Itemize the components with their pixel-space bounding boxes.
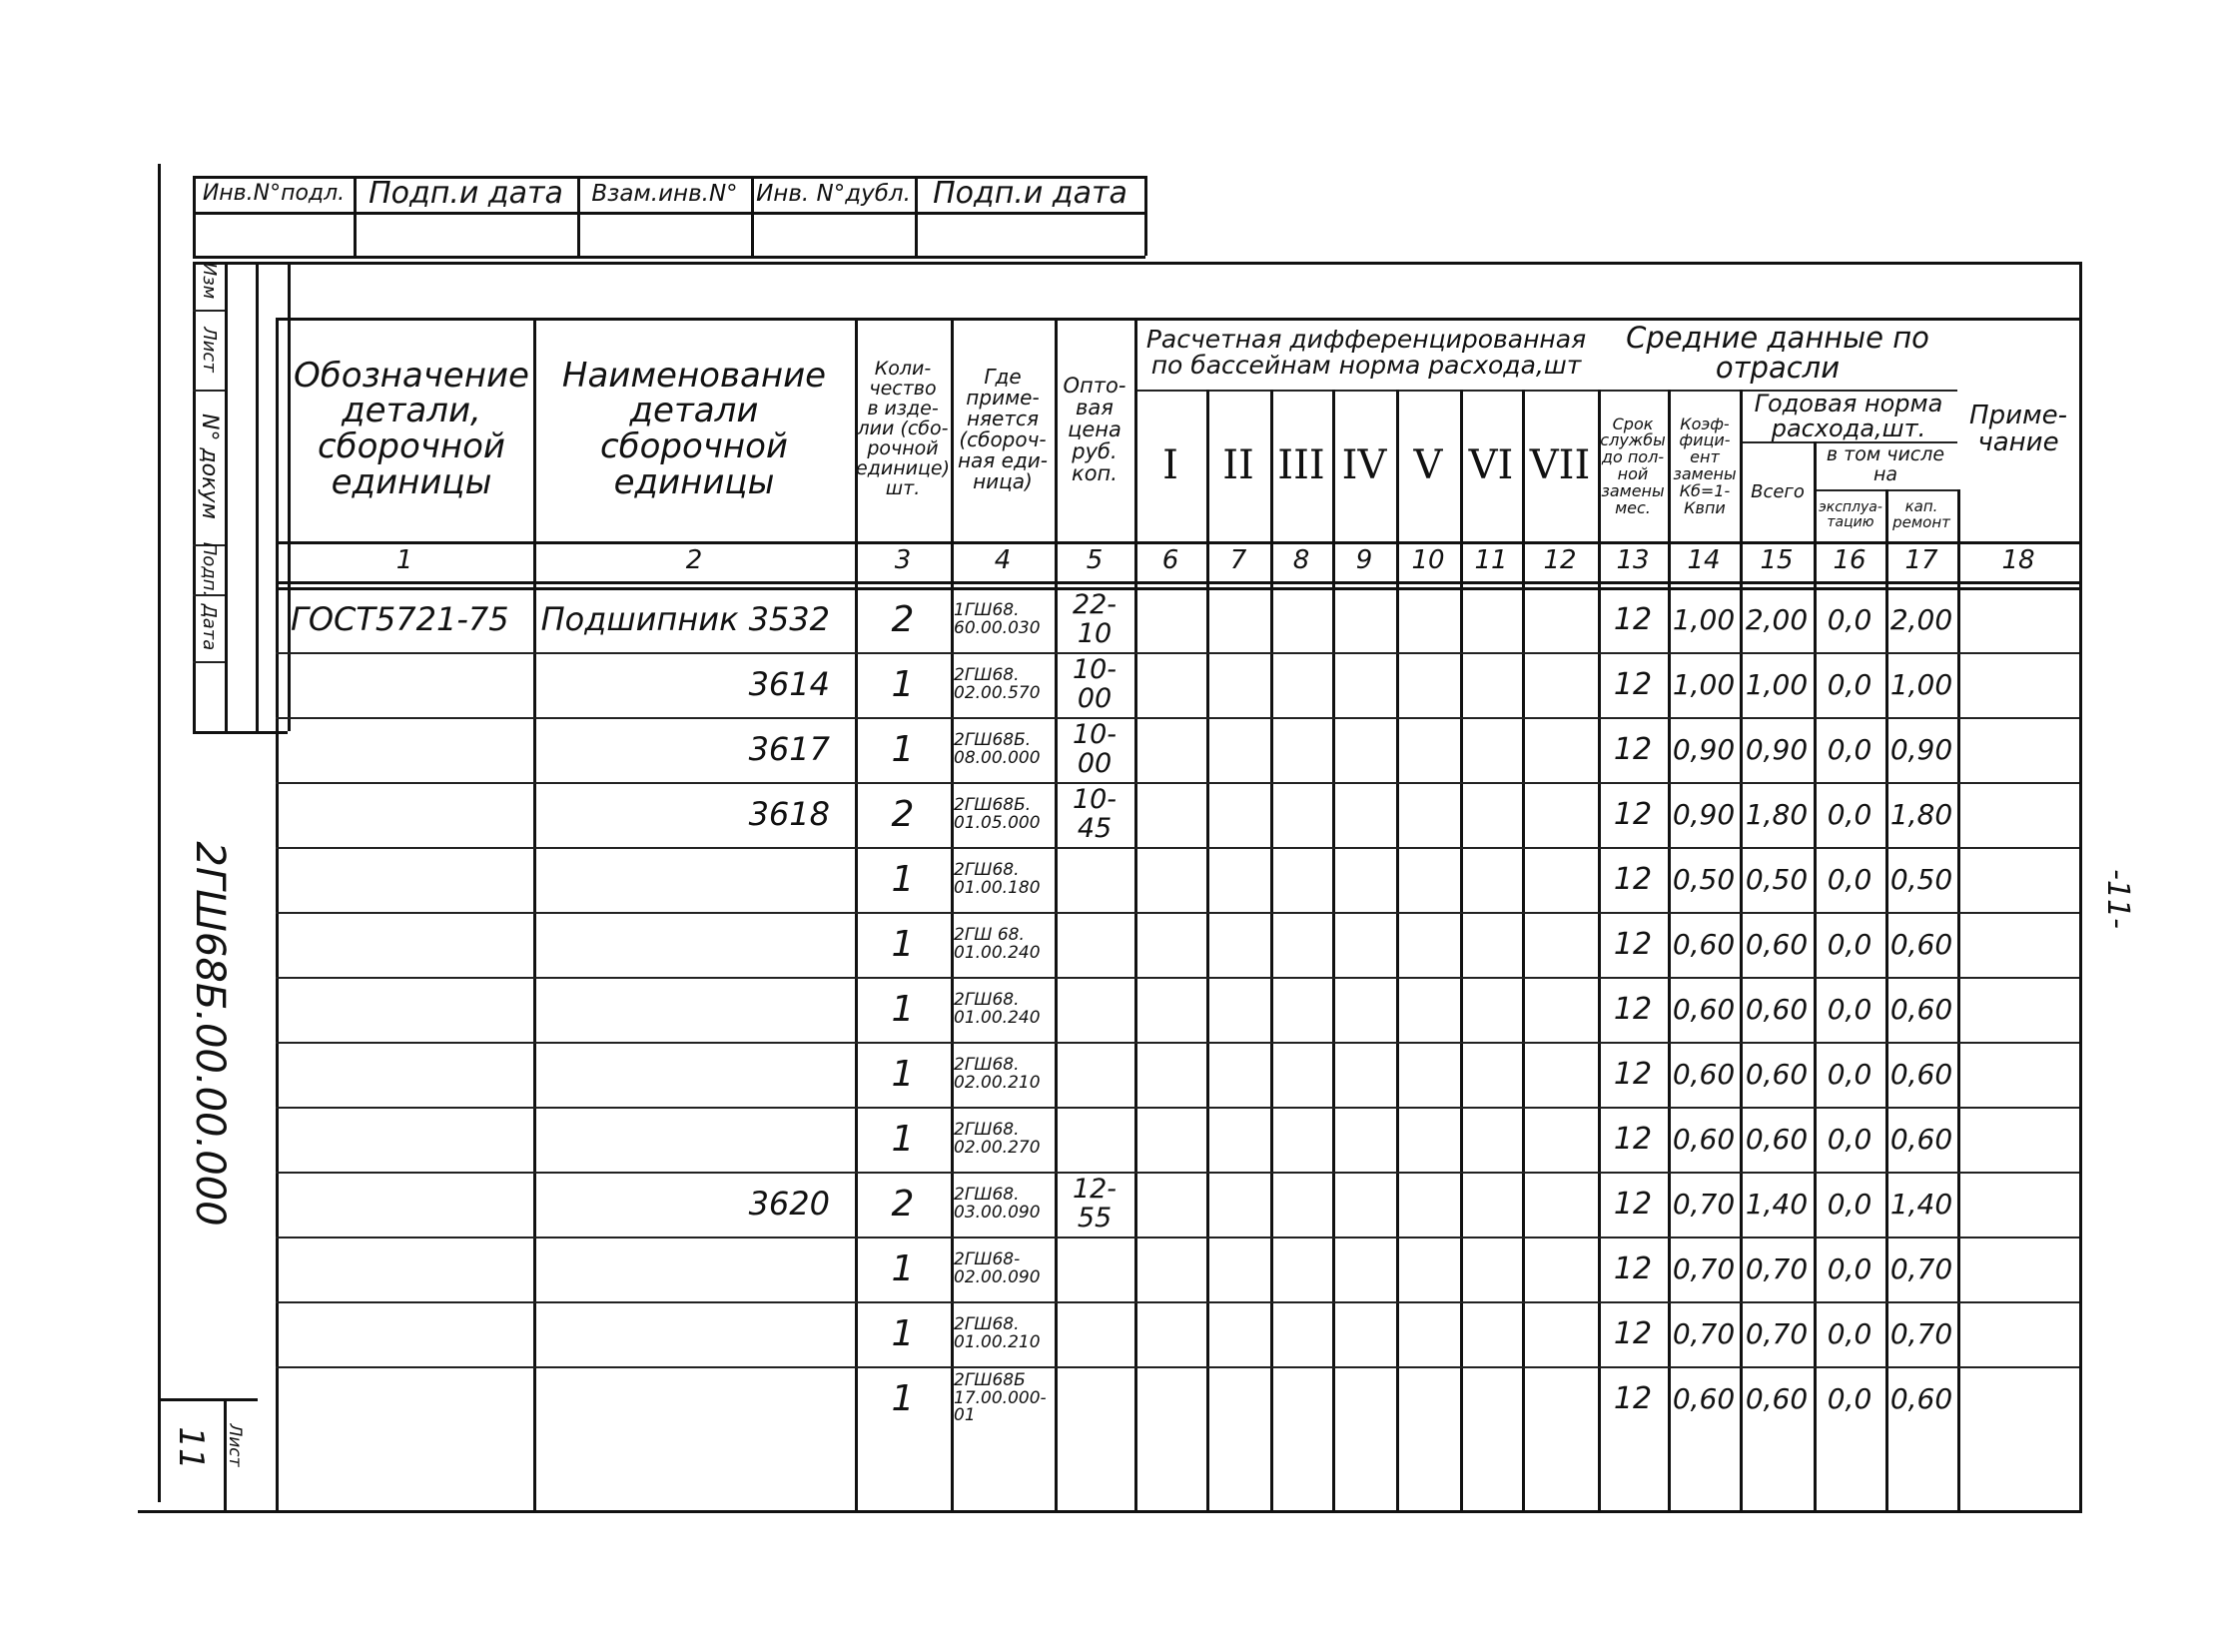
subheader-line bbox=[1740, 441, 1957, 443]
where-used-cell: 2ГШ68- 02.00.090 bbox=[954, 1248, 1041, 1287]
operation-cell: 0,0 bbox=[1827, 1381, 1872, 1415]
row-line bbox=[276, 847, 2079, 849]
row-line bbox=[276, 977, 2079, 979]
margin-label-izm: Изм bbox=[199, 262, 221, 300]
where-used-cell: 2ГШ68Б. 01.05.000 bbox=[954, 794, 1041, 833]
service-life-cell: 12 bbox=[1613, 1315, 1653, 1351]
price-cell bbox=[1058, 1110, 1131, 1169]
designation-cell bbox=[279, 980, 530, 1039]
coefficient-cell: 0,60 bbox=[1672, 992, 1736, 1026]
name-cell: 3614 bbox=[748, 664, 830, 703]
name-cell bbox=[536, 1110, 852, 1169]
column-number: 1 bbox=[395, 545, 413, 576]
price-cell: 22-10 bbox=[1072, 589, 1118, 649]
repair-cell: 0,90 bbox=[1889, 732, 1953, 766]
coefficient-cell: 0,70 bbox=[1672, 1187, 1736, 1221]
basin-label: I bbox=[1162, 442, 1178, 488]
margin-label-date: Дата bbox=[199, 603, 221, 651]
where-used-cell: 2ГШ68Б. 08.00.000 bbox=[954, 729, 1041, 768]
header-annual-norm: Годовая норма расхода,шт. bbox=[1754, 389, 1943, 442]
coefficient-cell: 0,60 bbox=[1672, 1122, 1736, 1156]
service-life-cell: 12 bbox=[1613, 926, 1653, 962]
name-cell bbox=[536, 980, 852, 1039]
header-operation: эксплуа- тацию bbox=[1819, 499, 1882, 530]
service-life-cell: 12 bbox=[1613, 1186, 1653, 1222]
coefficient-cell: 0,60 bbox=[1672, 1057, 1736, 1091]
service-life-cell: 12 bbox=[1613, 1121, 1653, 1157]
operation-cell: 0,0 bbox=[1827, 1122, 1872, 1156]
price-cell: 10-00 bbox=[1072, 654, 1118, 714]
column-number: 3 bbox=[894, 545, 912, 576]
column-number: 9 bbox=[1355, 545, 1373, 576]
repair-cell: 1,40 bbox=[1889, 1187, 1953, 1221]
row-line bbox=[276, 1042, 2079, 1044]
quantity-cell: 1 bbox=[891, 1377, 915, 1419]
price-cell bbox=[1058, 1369, 1131, 1428]
name-cell: 3618 bbox=[748, 794, 830, 833]
quantity-cell: 2 bbox=[891, 793, 915, 835]
column-number: 13 bbox=[1616, 545, 1650, 576]
total-cell: 0,60 bbox=[1745, 1122, 1809, 1156]
column-line bbox=[2079, 318, 2082, 1510]
header-price: Опто- вая цена руб. коп. bbox=[1063, 373, 1126, 486]
operation-cell: 0,0 bbox=[1827, 732, 1872, 766]
header-where-used: Где приме- няется (сбороч- ная еди- ница) bbox=[957, 365, 1049, 493]
designation-cell bbox=[279, 915, 530, 974]
where-used-cell: 2ГШ68. 02.00.210 bbox=[954, 1054, 1041, 1093]
repair-cell: 1,80 bbox=[1889, 797, 1953, 831]
service-life-cell: 12 bbox=[1613, 796, 1653, 832]
basin-label: VII bbox=[1529, 442, 1591, 488]
service-life-cell: 12 bbox=[1613, 861, 1653, 897]
column-number: 18 bbox=[2001, 545, 2035, 576]
coefficient-cell: 0,90 bbox=[1672, 732, 1736, 766]
coefficient-cell: 0,60 bbox=[1672, 1381, 1736, 1415]
repair-cell: 0,70 bbox=[1889, 1251, 1953, 1285]
total-cell: 0,60 bbox=[1745, 1381, 1809, 1415]
column-number: 14 bbox=[1687, 545, 1721, 576]
total-cell: 0,90 bbox=[1745, 732, 1809, 766]
margin-divider bbox=[193, 390, 225, 392]
repair-cell: 0,60 bbox=[1889, 1381, 1953, 1415]
designation-cell: ГОСТ5721-75 bbox=[291, 599, 509, 638]
total-cell: 2,00 bbox=[1745, 602, 1809, 636]
operation-cell: 0,0 bbox=[1827, 667, 1872, 701]
margin-label-sign: Подп. bbox=[199, 541, 221, 597]
operation-cell: 0,0 bbox=[1827, 1187, 1872, 1221]
operation-cell: 0,0 bbox=[1827, 602, 1872, 636]
header-replacement-coef: Коэф- фици- ент замены Кб=1- Квпи bbox=[1673, 413, 1737, 517]
header-notes: Приме- чание bbox=[1969, 400, 2067, 457]
price-cell: 10-00 bbox=[1072, 719, 1118, 779]
row-line bbox=[276, 912, 2079, 914]
stamp-bottom-border bbox=[193, 256, 1145, 259]
header-bottom-line bbox=[276, 541, 2079, 544]
service-life-cell: 12 bbox=[1613, 666, 1653, 702]
column-number: 6 bbox=[1161, 545, 1179, 576]
header-service-life: Срок службы до пол- ной замены мес. bbox=[1600, 413, 1666, 517]
quantity-cell: 2 bbox=[891, 1183, 915, 1225]
total-cell: 0,70 bbox=[1745, 1251, 1809, 1285]
quantity-cell: 1 bbox=[891, 923, 915, 965]
repair-cell: 0,60 bbox=[1889, 992, 1953, 1026]
row-line bbox=[276, 717, 2079, 719]
operation-cell: 0,0 bbox=[1827, 992, 1872, 1026]
operation-cell: 0,0 bbox=[1827, 797, 1872, 831]
service-life-cell: 12 bbox=[1613, 601, 1653, 637]
row-line bbox=[276, 782, 2079, 784]
designation-cell bbox=[279, 850, 530, 909]
designation-cell bbox=[279, 1369, 530, 1428]
header-total: Всего bbox=[1751, 480, 1805, 502]
service-life-cell: 12 bbox=[1613, 731, 1653, 767]
row-line bbox=[276, 1366, 2079, 1368]
quantity-cell: 2 bbox=[891, 598, 915, 640]
column-number: 12 bbox=[1543, 545, 1577, 576]
name-cell bbox=[536, 1239, 852, 1298]
total-cell: 1,40 bbox=[1745, 1187, 1809, 1221]
total-cell: 0,60 bbox=[1745, 1057, 1809, 1091]
header-name: Наименование детали сборочной единицы bbox=[561, 355, 827, 502]
subheader-line bbox=[1134, 390, 1957, 392]
operation-cell: 0,0 bbox=[1827, 927, 1872, 961]
coefficient-cell: 0,50 bbox=[1672, 862, 1736, 896]
column-number: 16 bbox=[1833, 545, 1867, 576]
column-number: 15 bbox=[1760, 545, 1794, 576]
price-cell bbox=[1058, 980, 1131, 1039]
designation-cell bbox=[279, 1239, 530, 1298]
operation-cell: 0,0 bbox=[1827, 1251, 1872, 1285]
basin-label: V bbox=[1413, 442, 1443, 488]
quantity-cell: 1 bbox=[891, 1118, 915, 1160]
column-number: 17 bbox=[1904, 545, 1938, 576]
repair-cell: 0,60 bbox=[1889, 1057, 1953, 1091]
total-cell: 0,70 bbox=[1745, 1316, 1809, 1350]
service-life-cell: 12 bbox=[1613, 1380, 1653, 1416]
where-used-cell: 1ГШ68. 60.00.030 bbox=[954, 599, 1041, 638]
header-quantity: Коли- чество в изде- лии (сбо- рочной единице) шт. bbox=[856, 358, 950, 499]
where-used-cell: 2ГШ68. 02.00.270 bbox=[954, 1119, 1041, 1158]
basin-label: VI bbox=[1468, 442, 1514, 488]
where-used-cell: 2ГШ68. 01.00.180 bbox=[954, 859, 1041, 898]
total-cell: 1,00 bbox=[1745, 667, 1809, 701]
quantity-cell: 1 bbox=[891, 1053, 915, 1095]
frame-left-line bbox=[158, 164, 161, 1502]
price-cell bbox=[1058, 1045, 1131, 1104]
numbers-bottom-line bbox=[276, 581, 2079, 584]
designation-cell bbox=[279, 1175, 530, 1234]
stamp-label-inv-dup: Инв. N°дубл. bbox=[756, 180, 911, 207]
coefficient-cell: 0,90 bbox=[1672, 797, 1736, 831]
coefficient-cell: 0,70 bbox=[1672, 1251, 1736, 1285]
service-life-cell: 12 bbox=[1613, 1250, 1653, 1286]
header-capital-repair: кап. ремонт bbox=[1892, 497, 1950, 531]
name-cell bbox=[536, 1045, 852, 1104]
designation-cell bbox=[279, 785, 530, 844]
service-life-cell: 12 bbox=[1613, 1056, 1653, 1092]
document-code: 2ГШ68Б.00.00.000 bbox=[187, 841, 233, 1227]
row-line bbox=[276, 1172, 2079, 1174]
repair-cell: 2,00 bbox=[1889, 602, 1953, 636]
stamp-mid-border bbox=[193, 212, 1145, 215]
price-cell: 12-55 bbox=[1072, 1174, 1118, 1234]
row-line bbox=[276, 1107, 2079, 1109]
margin-line bbox=[256, 262, 259, 731]
column-line bbox=[1332, 390, 1335, 1510]
total-cell: 0,50 bbox=[1745, 862, 1809, 896]
total-cell: 1,80 bbox=[1745, 797, 1809, 831]
margin-line bbox=[225, 262, 228, 731]
price-cell bbox=[1058, 1304, 1131, 1363]
column-line bbox=[1522, 390, 1525, 1510]
header-designation: Обозначение детали, сборочной единицы bbox=[294, 355, 529, 502]
repair-cell: 1,00 bbox=[1889, 667, 1953, 701]
stamp-label-sign-date-2: Подп.и дата bbox=[933, 176, 1127, 212]
name-cell: 3620 bbox=[748, 1184, 830, 1223]
price-cell: 10-45 bbox=[1072, 784, 1118, 844]
where-used-cell: 2ГШ68Б 17.00.000-01 bbox=[954, 1369, 1047, 1426]
margin-label-list: Лист bbox=[199, 327, 221, 373]
column-number: 10 bbox=[1411, 545, 1445, 576]
quantity-cell: 1 bbox=[891, 1312, 915, 1354]
stamp-divider bbox=[1144, 176, 1147, 256]
column-number: 2 bbox=[685, 545, 703, 576]
stamp-label-replace-inv: Взам.инв.N° bbox=[591, 180, 738, 207]
frame-bottom-line bbox=[138, 1510, 2082, 1513]
repair-cell: 0,60 bbox=[1889, 1122, 1953, 1156]
designation-cell bbox=[279, 1045, 530, 1104]
row-line bbox=[276, 652, 2079, 654]
total-cell: 0,60 bbox=[1745, 992, 1809, 1026]
header-including: в том числе на bbox=[1826, 443, 1945, 485]
quantity-cell: 1 bbox=[891, 988, 915, 1030]
column-line bbox=[1270, 390, 1273, 1510]
price-cell bbox=[1058, 850, 1131, 909]
sheet-number: 11 bbox=[170, 1426, 211, 1470]
frame-top-line bbox=[193, 262, 2082, 265]
operation-cell: 0,0 bbox=[1827, 862, 1872, 896]
name-cell bbox=[536, 915, 852, 974]
where-used-cell: 2ГШ68. 01.00.210 bbox=[954, 1313, 1041, 1352]
quantity-cell: 1 bbox=[891, 728, 915, 770]
column-number: 4 bbox=[994, 545, 1012, 576]
column-number: 7 bbox=[1229, 545, 1247, 576]
sheet-box-top bbox=[158, 1398, 258, 1401]
name-cell: 3617 bbox=[748, 729, 830, 768]
stamp-label-sign-date: Подп.и дата bbox=[369, 176, 563, 212]
coefficient-cell: 1,00 bbox=[1672, 667, 1736, 701]
name-cell bbox=[536, 1304, 852, 1363]
basin-label: IV bbox=[1341, 442, 1387, 488]
column-number: 8 bbox=[1292, 545, 1310, 576]
coefficient-cell: 0,70 bbox=[1672, 1316, 1736, 1350]
name-cell bbox=[536, 850, 852, 909]
column-line bbox=[1396, 390, 1399, 1510]
where-used-cell: 2ГШ68. 03.00.090 bbox=[954, 1184, 1041, 1223]
quantity-cell: 1 bbox=[891, 663, 915, 705]
basin-label: II bbox=[1222, 442, 1254, 488]
quantity-cell: 1 bbox=[891, 1247, 915, 1289]
operation-cell: 0,0 bbox=[1827, 1057, 1872, 1091]
designation-cell bbox=[279, 1304, 530, 1363]
column-number: 11 bbox=[1474, 545, 1508, 576]
header-basin-norm: Расчетная дифференцированная по бассейнам норма расхода,шт bbox=[1145, 324, 1587, 380]
coefficient-cell: 0,60 bbox=[1672, 927, 1736, 961]
service-life-cell: 12 bbox=[1613, 991, 1653, 1027]
repair-cell: 0,50 bbox=[1889, 862, 1953, 896]
margin-label-doc-no: N° докум bbox=[196, 413, 222, 520]
column-line bbox=[1206, 390, 1209, 1510]
column-number: 5 bbox=[1086, 545, 1104, 576]
where-used-cell: 2ГШ68. 02.00.570 bbox=[954, 664, 1041, 703]
designation-cell bbox=[279, 1110, 530, 1169]
where-used-cell: 2ГШ68. 01.00.240 bbox=[954, 989, 1041, 1028]
price-cell bbox=[1058, 1239, 1131, 1298]
basin-label: III bbox=[1277, 442, 1325, 488]
stamp-label-inv-orig: Инв.N°подл. bbox=[202, 181, 346, 207]
total-cell: 0,60 bbox=[1745, 927, 1809, 961]
column-line bbox=[1134, 318, 1137, 1510]
name-cell bbox=[536, 1369, 852, 1428]
row-line bbox=[276, 1237, 2079, 1239]
header-top-line bbox=[276, 318, 2079, 321]
row-line bbox=[276, 1301, 2079, 1303]
designation-cell bbox=[279, 655, 530, 714]
designation-cell bbox=[279, 720, 530, 779]
quantity-cell: 1 bbox=[891, 858, 915, 900]
name-cell: Подшипник 3532 bbox=[540, 599, 830, 638]
column-line bbox=[1460, 390, 1463, 1510]
margin-bottom bbox=[193, 731, 288, 734]
coefficient-cell: 1,00 bbox=[1672, 602, 1736, 636]
page-number: -11- bbox=[2099, 869, 2135, 929]
header-industry-average: Средние данные по отрасли bbox=[1626, 320, 1929, 385]
repair-cell: 0,70 bbox=[1889, 1316, 1953, 1350]
repair-cell: 0,60 bbox=[1889, 927, 1953, 961]
where-used-cell: 2ГШ 68. 01.00.240 bbox=[954, 924, 1041, 963]
column-line bbox=[1957, 489, 1960, 1510]
sheet-label: Лист bbox=[224, 1423, 245, 1467]
operation-cell: 0,0 bbox=[1827, 1316, 1872, 1350]
price-cell bbox=[1058, 915, 1131, 974]
